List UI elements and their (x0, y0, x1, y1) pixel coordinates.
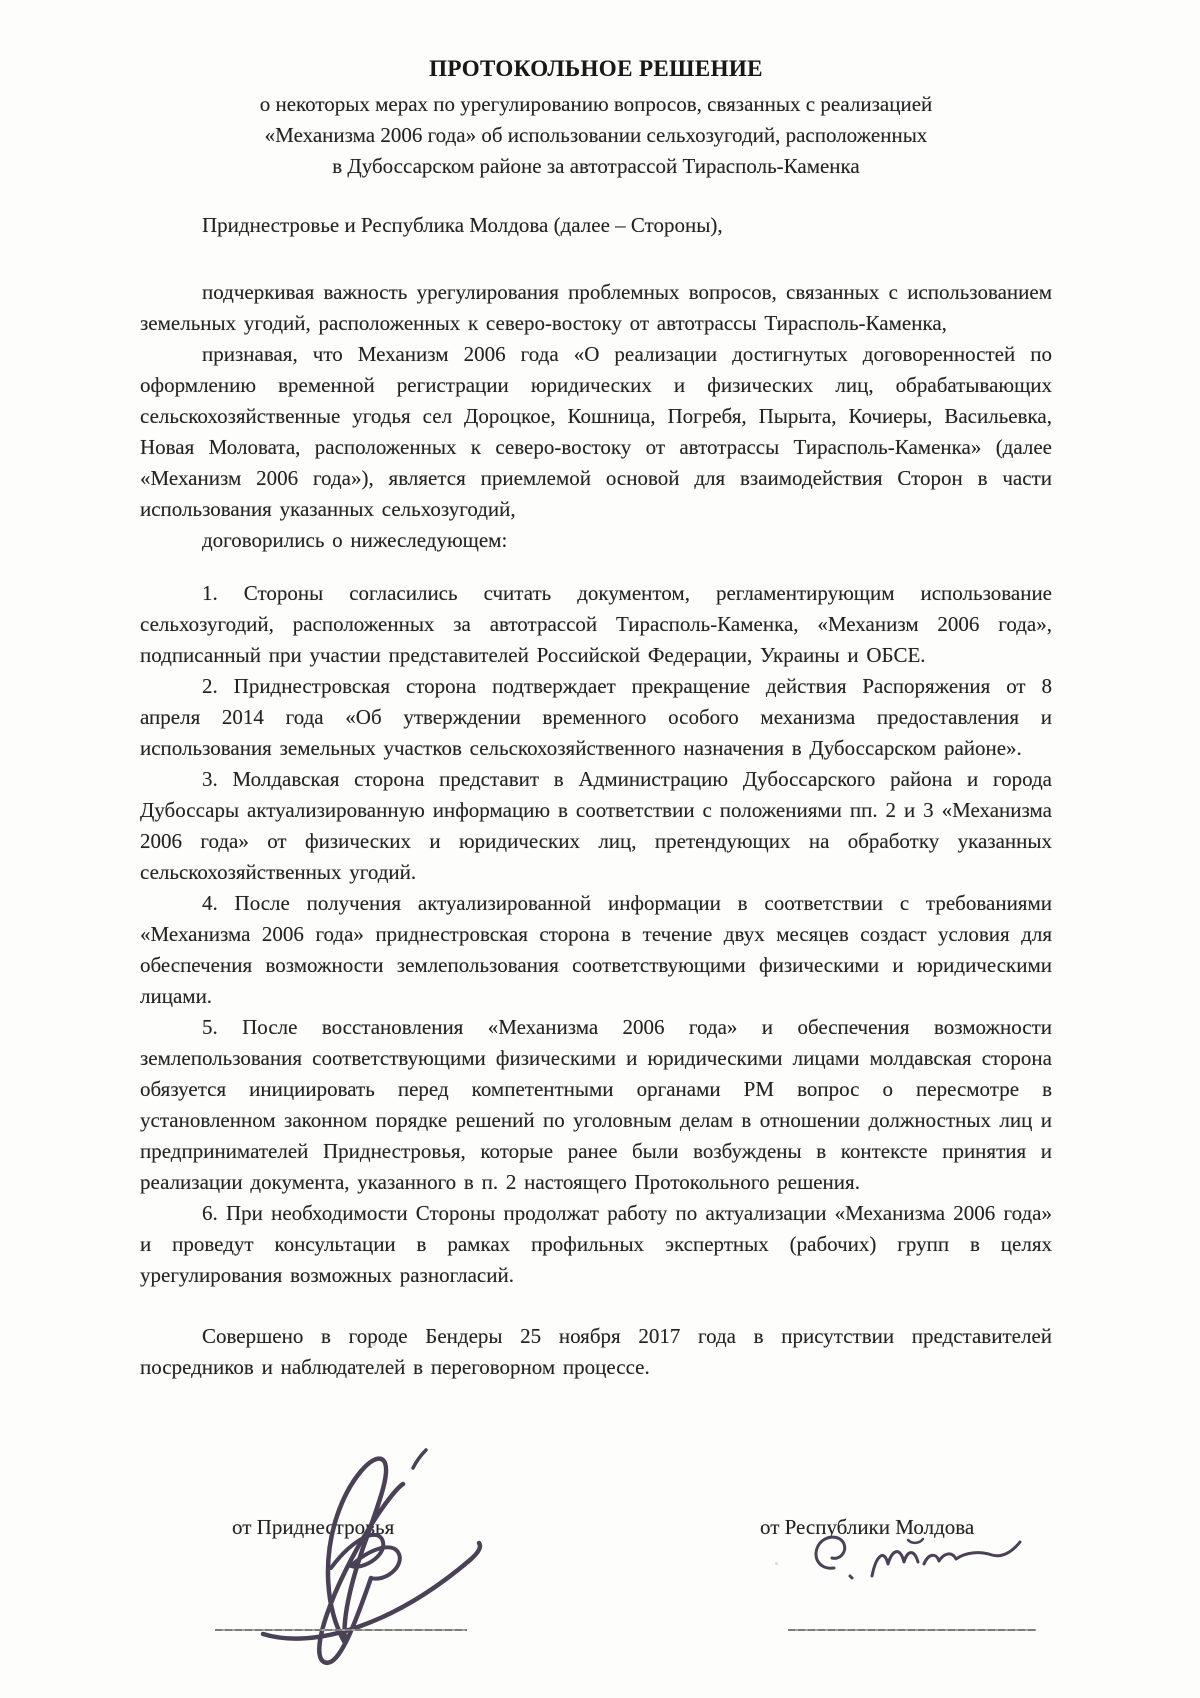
document-subtitle (140, 89, 1052, 182)
signature-label-pridnestrovie: от Приднестровья (232, 1515, 395, 1539)
scan-speck (372, 1342, 376, 1346)
closing-paragraph: Совершено в городе Бендеры 25 ноября 2017 года в присутствии представителей посредников и наблюдателей в переговорном процессе. (140, 1324, 1052, 1379)
document-body (140, 0, 1052, 1383)
handwritten-signature-right (800, 1524, 1030, 1609)
handwritten-signature-left (245, 1438, 505, 1683)
item-6: 6. При необходимости Стороны продолжат работу по актуализации «Механизма 2006 года» и проведут консультации в рамках профильных экспертных (рабочих) групп в целях урегулирования возможных разногласий. (140, 1201, 1052, 1287)
item-3: 3. Молдавская сторона представит в Администрацию Дубоссарского района и города Дубоссары актуализированную информацию в соответствии с положениями пп. 2 и 3 «Механизма 2006 года» от физических и юридических лиц, претендующих на обработку указанных сельскохозяйственных угодий. (140, 767, 1052, 884)
subtitle-line: «Механизма 2006 года» об использовании сельхозугодий, расположенных (264, 123, 928, 147)
preamble-paragraph: признавая, что Механизм 2006 года «О реализации достигнутых договоренностей по оформлению временной регистрации юридических и физических лиц, обрабатывающих сельскохозяйственные угодья сел Дороцкое, Кошница, Погребя, Пырыта, Кочиеры, Васильевка, Новая Моловата, расположенных к северо-востоку от автотрассы Тирасполь-Каменка» (далее «Механизм 2006 года»), является приемлемой основой для взаимодействия Сторон в части использования указанных сельхозугодий, (140, 342, 1052, 521)
preamble-paragraph: подчеркивая важность урегулирования проблемных вопросов, связанных с использованием земельных угодий, расположенных к северо-востоку от автотрассы Тирасполь-Каменка, (140, 280, 1052, 335)
document-title: ПРОТОКОЛЬНОЕ РЕШЕНИЕ (429, 56, 763, 81)
numbered-items (140, 578, 1052, 1291)
scan-speck (775, 1562, 778, 1565)
item-5: 5. После восстановления «Механизма 2006 года» и обеспечения возможности землепользования соответствующими физическими и юридическими лицами молдавская сторона обязуется инициировать перед компетентными органами РМ вопрос о пересмотре в установленном законном порядке решений по уголовным делам в отношении должностных лиц и предпринимателей Приднестровья, которые ранее были возбуждены в контексте принятия и реализации документа, указанного в п. 2 настоящего Протокольного решения. (140, 1015, 1052, 1194)
signature-label-moldova: от Республики Молдова (760, 1515, 975, 1539)
item-4: 4. После получения актуализированной информации в соответствии с требованиями «Механизма 2006 года» приднестровская сторона в течение двух месяцев создаст условия для обеспечения возможности землепользования соответствующими физическими и юридическими лицами. (140, 891, 1052, 1008)
subtitle-line: в Дубоссарском районе за автотрассой Тирасполь-Каменка (332, 154, 860, 178)
preamble-paragraph: договорились о нижеследующем: (202, 528, 508, 552)
subtitle-line: о некоторых мерах по урегулированию вопросов, связанных с реализацией (259, 92, 933, 116)
item-1: 1. Стороны согласились считать документом, регламентирующим использование сельхозугодий, расположенных за автотрассой Тирасполь-Каменка, «Механизм 2006 года», подписанный при участии представителей Российской Федерации, Украины и ОБСЕ. (140, 581, 1052, 667)
parties-line: Приднестровье и Республика Молдова (далее – Стороны), (202, 213, 723, 237)
signature-line-right (788, 1629, 1036, 1631)
item-2: 2. Приднестровская сторона подтверждает прекращение действия Распоряжения от 8 апреля 2014 года «Об утверждении временного особого механизма предоставления и использования земельных участков сельскохозяйственного назначения в Дубоссарском районе». (140, 674, 1052, 760)
signature-line-left (215, 1629, 467, 1631)
